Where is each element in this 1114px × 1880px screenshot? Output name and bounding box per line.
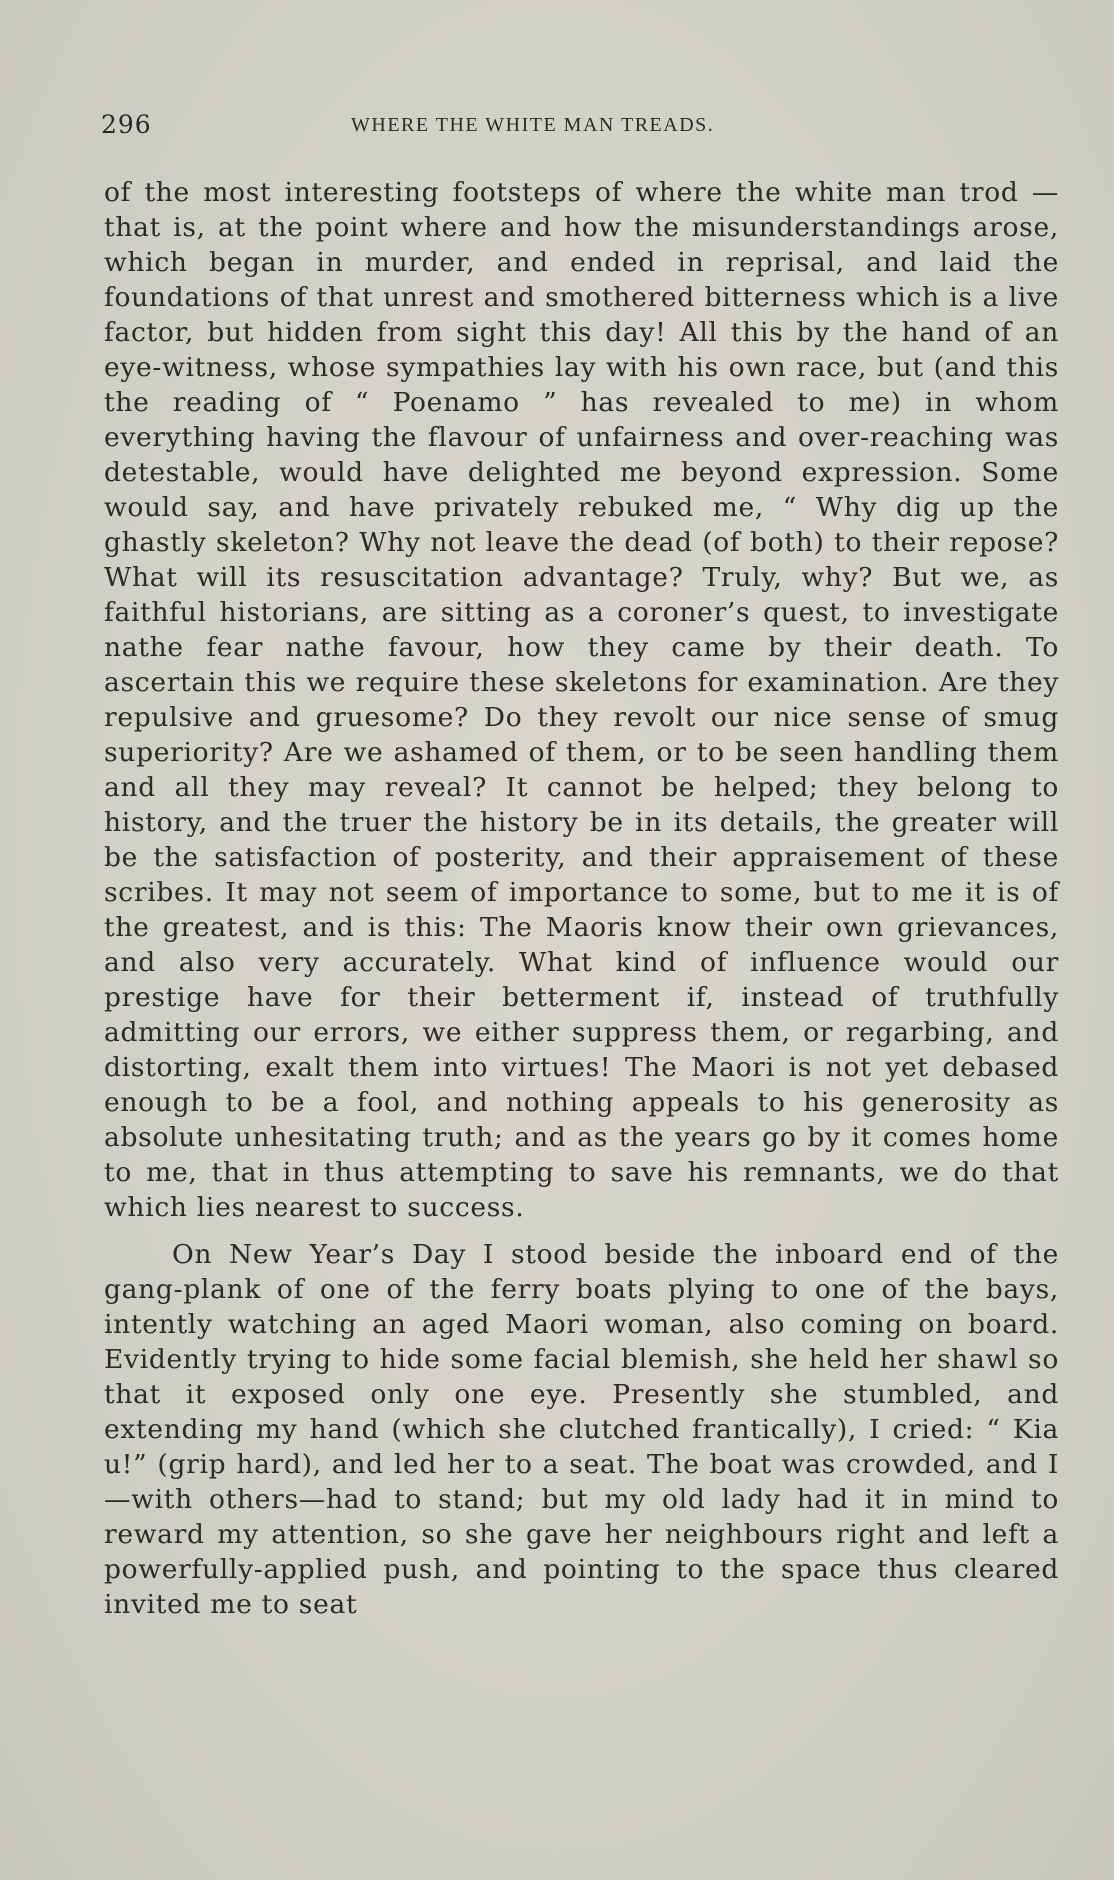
page-number: 296 — [101, 110, 152, 139]
page-body — [104, 175, 1059, 1622]
paragraph-2: On New Year’s Day I stood beside the inboard end of the gang-plank of one of the ferry boats plying to one of the bays, intently watching an aged Maori woman, also coming on board. Evidently trying to hide some facial blemish, she held her shawl so that it exposed only one eye. Presently she stumbled, and extending my hand (which she clutched frantically), I cried: “ Kia u!” (grip hard), and led her to a seat. The boat was crowded, and I—with others—had to stand; but my old lady had it in mind to reward my attention, so she gave her neighbours right and left a powerfully-applied push, and pointing to the space thus cleared invited me to seat — [104, 1239, 1059, 1620]
running-head: WHERE THE WHITE MAN TREADS. — [351, 114, 715, 136]
page-header — [101, 110, 1061, 140]
paragraph-1: of the most interesting footsteps of where the white man trod —that is, at the point where and how the misunderstandings arose, which began in murder, and ended in reprisal, and laid the foundations of that unrest and smothered bitterness which is a live factor, but hidden from sight this day! All this by the hand of an eye-witness, whose sympathies lay with his own race, but (and this the reading of “ Poenamo ” has revealed to me) in whom everything having the flavour of unfairness and over-reaching was detestable, would have delighted me beyond expression. Some would say, and have privately rebuked me, “ Why dig up the ghastly skeleton? Why not leave the dead (of both) to their repose? What will its resuscitation advantage? Truly, why? But we, as faithful historians, are sitting as a coroner’s quest, to investigate nathe fear nathe favour, how they came by their death. To ascertain this we require these skeletons for examination. Are they repulsive and gruesome? Do they revolt our nice sense of smug superiority? Are we ashamed of them, or to be seen handling them and all they may reveal? It cannot be helped; they belong to history, and the truer the history be in its details, the greater will be the satisfaction of posterity, and their appraisement of these scribes. It may not seem of importance to some, but to me it is of the greatest, and is this: The Maoris know their own grievances, and also very accurately. What kind of influence would our prestige have for their betterment if, instead of truthfully admitting our errors, we either suppress them, or regarbing, and distorting, exalt them into virtues! The Maori is not yet debased enough to be a fool, and nothing appeals to his generosity as absolute unhesitating truth; and as the years go by it comes home to me, that in thus attempting to save his remnants, we do that which lies nearest to success. — [104, 177, 1059, 1223]
